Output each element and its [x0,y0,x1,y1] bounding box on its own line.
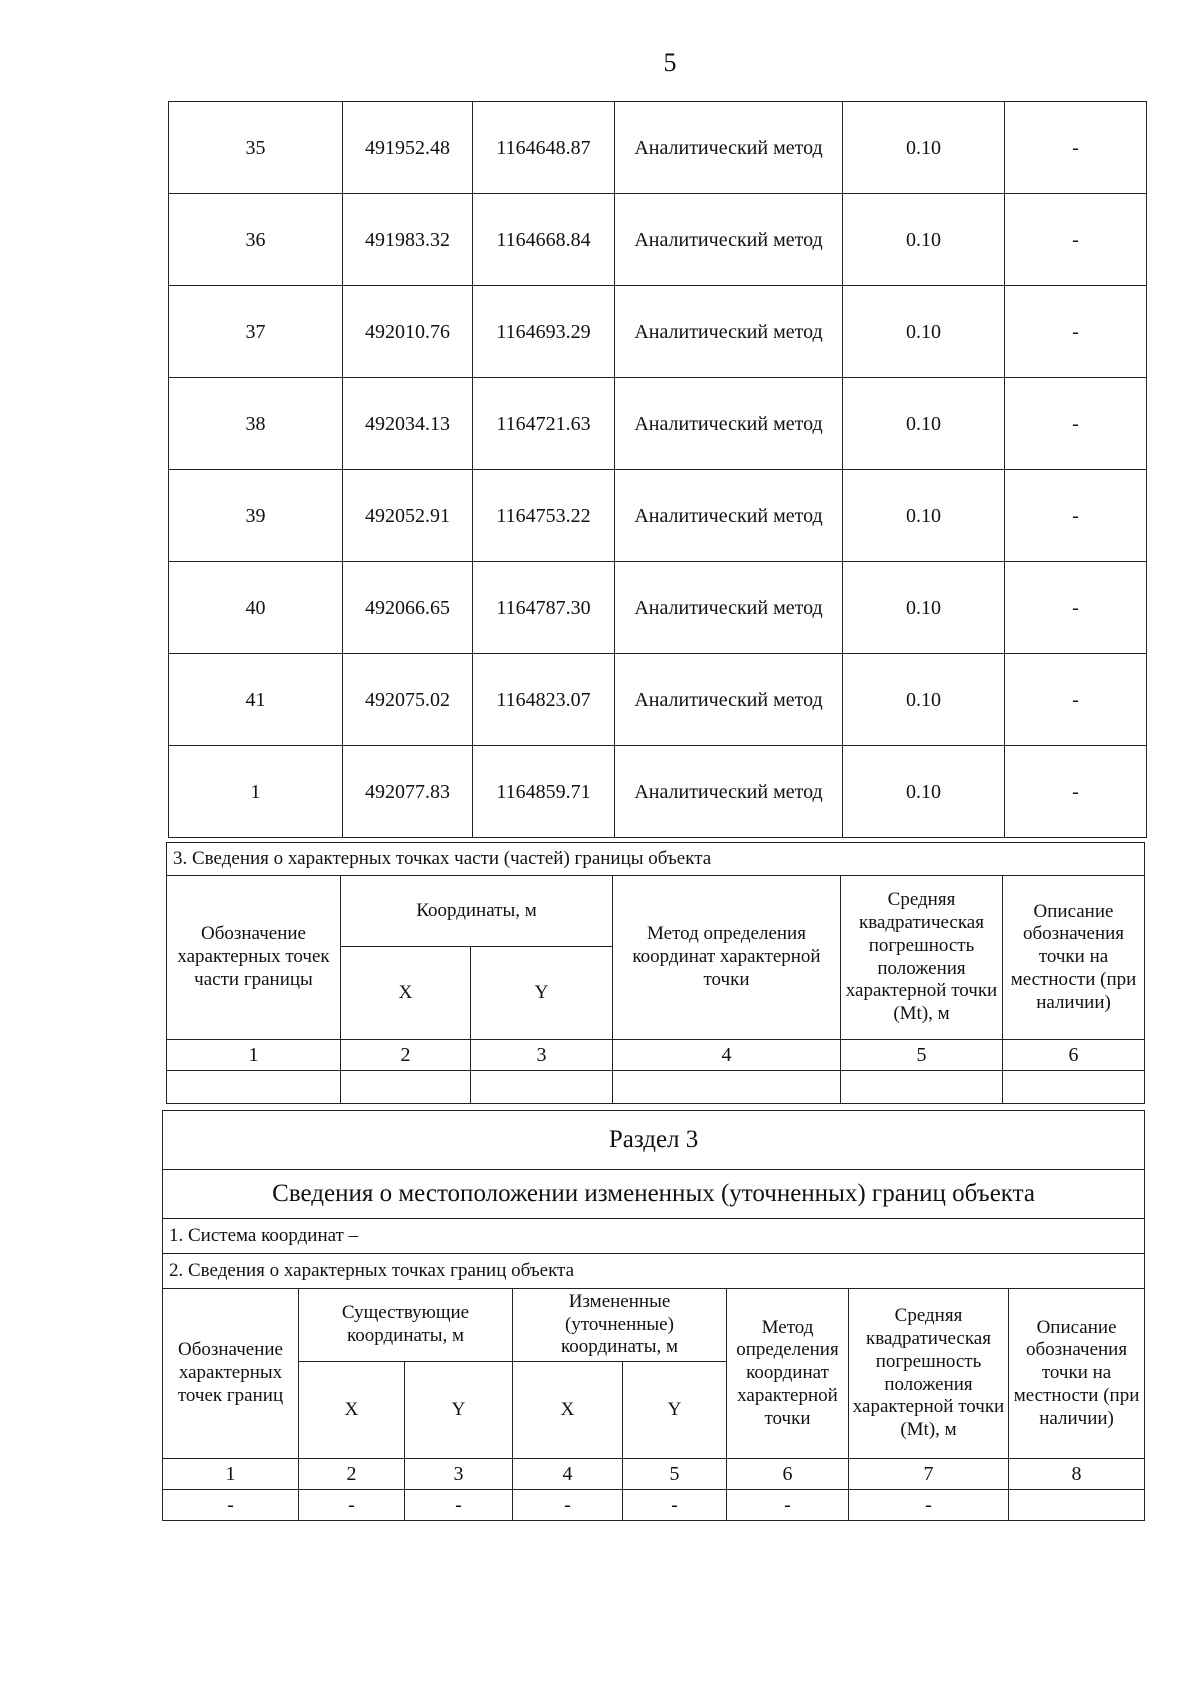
header-x: X [341,947,471,1040]
header-method: Метод определения координат характерной точки [727,1289,849,1459]
table-row [169,470,1147,562]
header-existing-coords: Существующие координаты, м [299,1289,513,1362]
x-coord-cell: 492075.02 [343,654,473,746]
mt-cell: 0.10 [843,562,1005,654]
x-coord-cell: 492066.65 [343,562,473,654]
empty-cell [167,1071,341,1104]
mt-cell: 0.10 [843,746,1005,838]
dash-cell: - [299,1490,405,1521]
mt-cell: 0.10 [843,470,1005,562]
x-coord-cell: 492034.13 [343,378,473,470]
header-description: Описание обозначения точки на местности (при наличии) [1003,876,1145,1040]
y-coord-cell: 1164648.87 [473,102,615,194]
x-coord-cell: 492077.83 [343,746,473,838]
header-description: Описание обозначения точки на местности (при наличии) [1009,1289,1145,1459]
description-cell: - [1005,194,1147,286]
dash-cell [1009,1490,1145,1521]
description-cell: - [1005,286,1147,378]
header-point-designation: Обозначение характерных точек границ [163,1289,299,1459]
method-cell: Аналитический метод [615,378,843,470]
y-coord-cell: 1164859.71 [473,746,615,838]
section3-table [162,1110,1145,1521]
point-number-cell: 36 [169,194,343,286]
method-cell: Аналитический метод [615,194,843,286]
empty-cell [841,1071,1003,1104]
method-cell: Аналитический метод [615,654,843,746]
mt-cell: 0.10 [843,286,1005,378]
x-coord-cell: 492010.76 [343,286,473,378]
empty-cell [471,1071,613,1104]
header-method: Метод определения координат характерной точки [613,876,841,1040]
dash-cell: - [163,1490,299,1521]
coord-system: 1. Система координат – [163,1219,1145,1254]
header-mt: Средняя квадратическая погрешность положения характерной точки (Mt), м [841,876,1003,1040]
table-row [169,746,1147,838]
method-cell: Аналитический метод [615,562,843,654]
parts-section-caption: 3. Сведения о характерных точках части (частей) границы объекта [167,843,1145,876]
page-number: 5 [663,48,677,77]
header-coordinates: Координаты, м [341,876,613,947]
table-row [169,194,1147,286]
y-coord-cell: 1164668.84 [473,194,615,286]
col-number: 6 [1003,1040,1145,1071]
dash-cell: - [727,1490,849,1521]
table-row [169,562,1147,654]
description-cell: - [1005,470,1147,562]
point-number-cell: 40 [169,562,343,654]
col-number: 2 [341,1040,471,1071]
method-cell: Аналитический метод [615,746,843,838]
dash-cell: - [405,1490,513,1521]
y-coord-cell: 1164753.22 [473,470,615,562]
section3-caption: 2. Сведения о характерных точках границ объекта [163,1254,1145,1289]
header-x: X [299,1362,405,1459]
dash-cell: - [849,1490,1009,1521]
col-number: 8 [1009,1459,1145,1490]
description-cell: - [1005,746,1147,838]
dash-cell: - [623,1490,727,1521]
header-y: Y [405,1362,513,1459]
point-number-cell: 39 [169,470,343,562]
col-number: 5 [841,1040,1003,1071]
mt-cell: 0.10 [843,194,1005,286]
y-coord-cell: 1164823.07 [473,654,615,746]
description-cell: - [1005,378,1147,470]
col-number: 6 [727,1459,849,1490]
x-coord-cell: 491952.48 [343,102,473,194]
dash-cell: - [513,1490,623,1521]
point-number-cell: 35 [169,102,343,194]
section-title: Раздел 3 [163,1111,1145,1170]
col-number: 4 [613,1040,841,1071]
parts-points-table [166,842,1145,1104]
col-number: 5 [623,1459,727,1490]
header-y: Y [471,947,613,1040]
col-number: 3 [471,1040,613,1071]
header-mt: Средняя квадратическая погрешность положения характерной точки (Mt), м [849,1289,1009,1459]
col-number: 1 [167,1040,341,1071]
points-table [168,101,1147,838]
point-number-cell: 1 [169,746,343,838]
empty-cell [341,1071,471,1104]
point-number-cell: 41 [169,654,343,746]
method-cell: Аналитический метод [615,286,843,378]
section-subtitle: Сведения о местоположении измененных (уточненных) границ объекта [163,1170,1145,1219]
y-coord-cell: 1164721.63 [473,378,615,470]
x-coord-cell: 491983.32 [343,194,473,286]
mt-cell: 0.10 [843,102,1005,194]
empty-cell [613,1071,841,1104]
method-cell: Аналитический метод [615,470,843,562]
table-row [169,378,1147,470]
col-number: 7 [849,1459,1009,1490]
point-number-cell: 37 [169,286,343,378]
x-coord-cell: 492052.91 [343,470,473,562]
col-number: 3 [405,1459,513,1490]
header-x: X [513,1362,623,1459]
method-cell: Аналитический метод [615,102,843,194]
header-point-designation: Обозначение характерных точек части границы [167,876,341,1040]
table-row [169,654,1147,746]
points-table-body [169,102,1147,838]
col-number: 2 [299,1459,405,1490]
mt-cell: 0.10 [843,378,1005,470]
description-cell: - [1005,654,1147,746]
y-coord-cell: 1164693.29 [473,286,615,378]
y-coord-cell: 1164787.30 [473,562,615,654]
table-row [169,102,1147,194]
col-number: 1 [163,1459,299,1490]
col-number: 4 [513,1459,623,1490]
header-changed-coords: Измененные (уточненные) координаты, м [513,1289,727,1362]
point-number-cell: 38 [169,378,343,470]
description-cell: - [1005,562,1147,654]
table-row [169,286,1147,378]
empty-cell [1003,1071,1145,1104]
mt-cell: 0.10 [843,654,1005,746]
description-cell: - [1005,102,1147,194]
header-y: Y [623,1362,727,1459]
